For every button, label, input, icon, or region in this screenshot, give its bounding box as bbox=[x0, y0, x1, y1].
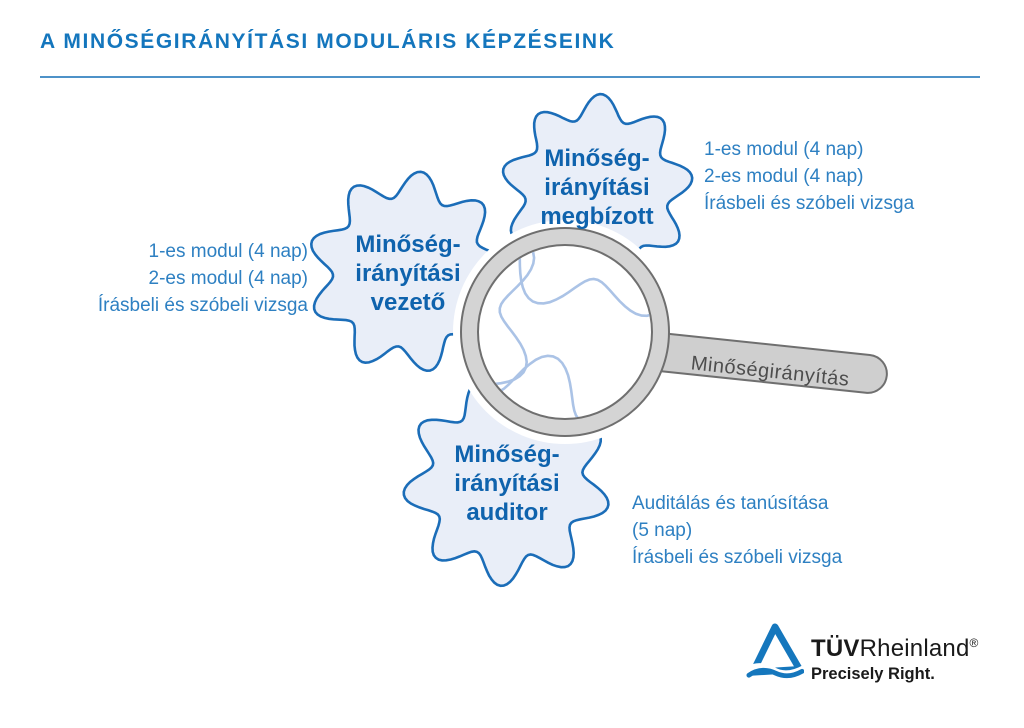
details-vezeto bbox=[98, 238, 308, 319]
gear-label-line: Minőség- bbox=[355, 231, 461, 258]
detail-line: Írásbeli és szóbeli vizsga bbox=[97, 295, 308, 316]
gear-label-line: Minőség- bbox=[454, 441, 560, 468]
detail-line: Írásbeli és szóbeli vizsga bbox=[704, 193, 915, 214]
gear-label-line: irányítási bbox=[355, 260, 461, 287]
gear-label-line: Minőség- bbox=[544, 145, 650, 172]
gear-label-vezeto bbox=[308, 230, 508, 317]
gear-label-line: auditor bbox=[466, 499, 548, 526]
registered-mark: ® bbox=[969, 636, 979, 650]
gear-label-auditor bbox=[407, 440, 607, 527]
tuv-triangle-icon bbox=[746, 622, 804, 682]
magnifier-label: Minőségirányítás bbox=[689, 352, 851, 391]
page-title: A MINŐSÉGIRÁNYÍTÁSI MODULÁRIS KÉPZÉSEINK bbox=[40, 30, 616, 53]
detail-line: Auditálás és tanúsítása bbox=[632, 493, 829, 514]
detail-line: 2-es modul (4 nap) bbox=[704, 166, 864, 187]
magnifier-handle bbox=[636, 327, 893, 399]
logo-tuv: TÜV bbox=[811, 635, 860, 662]
gear-label-line: irányítási bbox=[454, 470, 560, 497]
gear-label-megbizott bbox=[497, 144, 697, 231]
detail-line: 1-es modul (4 nap) bbox=[148, 241, 308, 262]
logo-rheinland: Rheinland bbox=[859, 635, 970, 662]
detail-line: 2-es modul (4 nap) bbox=[148, 268, 308, 289]
detail-line: Írásbeli és szóbeli vizsga bbox=[632, 547, 843, 568]
gear-label-line: vezető bbox=[370, 289, 446, 316]
gear-label-line: megbízott bbox=[540, 203, 654, 230]
logo-brand bbox=[811, 630, 979, 662]
detail-line: (5 nap) bbox=[632, 520, 693, 541]
gear-label-line: irányítási bbox=[544, 174, 650, 201]
logo-text bbox=[811, 622, 979, 684]
logo-tagline: Precisely Right. bbox=[811, 665, 935, 683]
detail-line: 1-es modul (4 nap) bbox=[704, 139, 864, 160]
tuv-rheinland-logo bbox=[746, 622, 979, 684]
details-megbizott bbox=[704, 136, 914, 217]
details-auditor bbox=[632, 490, 842, 571]
